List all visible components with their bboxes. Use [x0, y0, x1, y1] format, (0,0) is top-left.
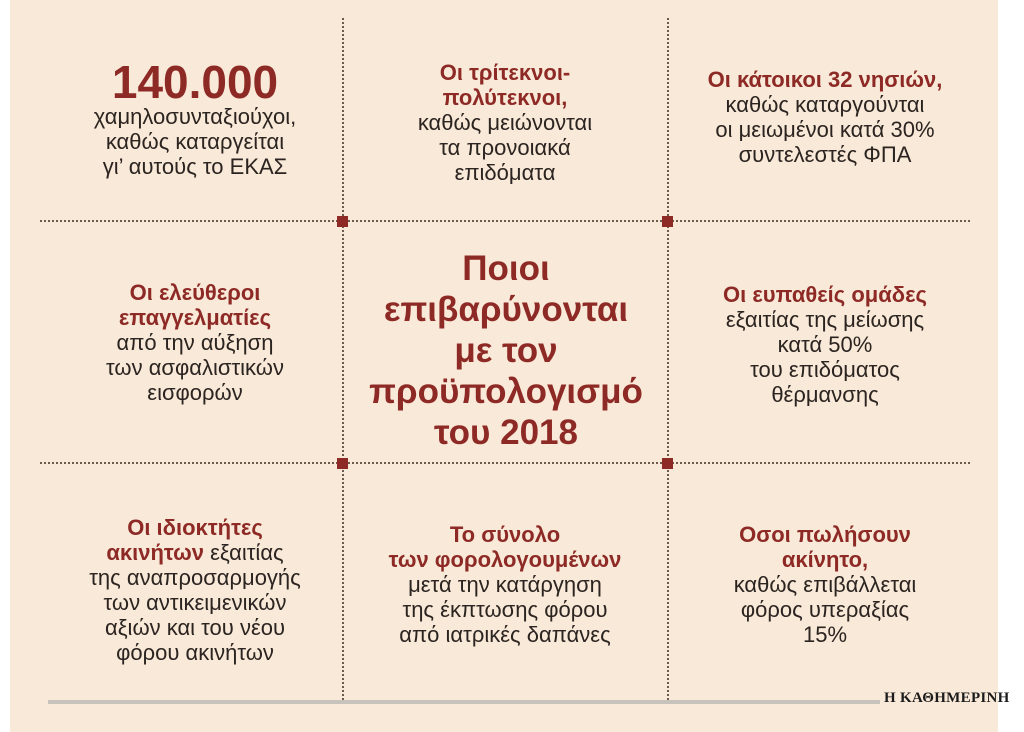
cell-text-line: κατά 50% — [777, 332, 873, 357]
cell-text-line: χαμηλοσυνταξιούχοι, — [93, 104, 297, 129]
footer-rule — [48, 700, 880, 704]
title-line: προϋπολογισμό — [369, 372, 643, 411]
cell-text-line: του επιδόματος — [750, 357, 900, 382]
cell-heading: ακίνητο, — [781, 547, 869, 572]
cell-text-line: από την αύξηση — [116, 330, 274, 355]
group-property-sellers — [680, 522, 970, 647]
cell-text-line: καθώς επιβάλλεται — [733, 572, 917, 597]
cell-heading: Οσοι πωλήσουν — [739, 522, 911, 547]
grid-marker-square — [337, 216, 348, 227]
cell-text-inline: εξαιτίας — [203, 540, 284, 565]
grid-divider-vertical-left — [342, 18, 344, 700]
cell-text-line: της αναπροσαρμογής — [89, 565, 301, 590]
cell-text-line: εξαιτίας της μείωσης — [725, 307, 925, 332]
source-logo: Η ΚΑΘΗΜΕΡΙΝΗ — [884, 690, 1010, 706]
cell-text-line: τα προνοιακά — [439, 135, 571, 160]
cell-text-line: θέρμανσης — [771, 382, 879, 407]
cell-heading: ακινήτων — [106, 540, 204, 565]
cell-text-line: επιδόματα — [454, 160, 556, 185]
cell-text-line: φόρος υπεραξίας — [740, 597, 910, 622]
group-vulnerable — [680, 282, 970, 407]
cell-text-line: φόρου ακινήτων — [116, 640, 274, 665]
cell-heading: πολύτεκνοι, — [442, 85, 568, 110]
cell-heading: επαγγελματίες — [118, 305, 272, 330]
cell-heading: Οι ελεύθεροι — [129, 280, 261, 305]
cell-text-line: καθώς μειώνονται — [417, 110, 593, 135]
cell-text-line: από ιατρικές δαπάνες — [399, 622, 611, 647]
cell-text-line: 15% — [802, 622, 848, 647]
cell-heading: των φορολογουμένων — [388, 547, 622, 572]
cell-text-line: καθώς καταργείται — [105, 129, 285, 154]
infographic-title — [350, 248, 662, 453]
cell-text-line: αξιών και του νέου — [104, 615, 286, 640]
cell-heading: Οι κάτοικοι 32 νησιών, — [707, 67, 943, 92]
title-line: επιβαρύνονται — [383, 290, 629, 329]
pensioners-count: 140.000 — [111, 56, 279, 108]
cell-text-line: μετά την κατάργηση — [408, 572, 602, 597]
group-all-taxpayers — [355, 522, 655, 647]
title-line: Ποιοι — [462, 249, 550, 288]
title-line: του 2018 — [434, 413, 578, 452]
grid-divider-horizontal-top — [40, 220, 970, 222]
title-line: με τον — [454, 331, 558, 370]
cell-heading: Οι τρίτεκνοι- — [439, 60, 571, 85]
cell-text-line: εισφορών — [147, 380, 243, 405]
group-freelancers — [50, 280, 340, 405]
cell-text-line: της έκπτωσης φόρου — [402, 597, 608, 622]
cell-heading: Το σύνολο — [449, 522, 561, 547]
group-low-pensioners — [50, 56, 340, 179]
group-large-families — [355, 60, 655, 185]
cell-text-line: των ασφαλιστικών — [106, 355, 284, 380]
cell-heading: Οι ευπαθείς ομάδες — [723, 282, 927, 307]
cell-text-line: των αντικειμενικών — [103, 590, 287, 615]
grid-divider-vertical-right — [667, 18, 669, 700]
cell-text-line: συντελεστές ΦΠΑ — [738, 142, 912, 167]
cell-heading: Οι ιδιοκτήτες — [127, 515, 263, 540]
grid-marker-square — [337, 458, 348, 469]
grid-marker-square — [662, 216, 673, 227]
group-property-owners — [50, 515, 340, 665]
cell-text-line: καθώς καταργούνται — [725, 92, 925, 117]
cell-text-line: οι μειωμένοι κατά 30% — [715, 117, 935, 142]
grid-divider-horizontal-bottom — [40, 462, 970, 464]
cell-text-line: γι’ αυτούς το ΕΚΑΣ — [102, 154, 288, 179]
grid-marker-square — [662, 458, 673, 469]
group-island-residents — [680, 67, 970, 167]
